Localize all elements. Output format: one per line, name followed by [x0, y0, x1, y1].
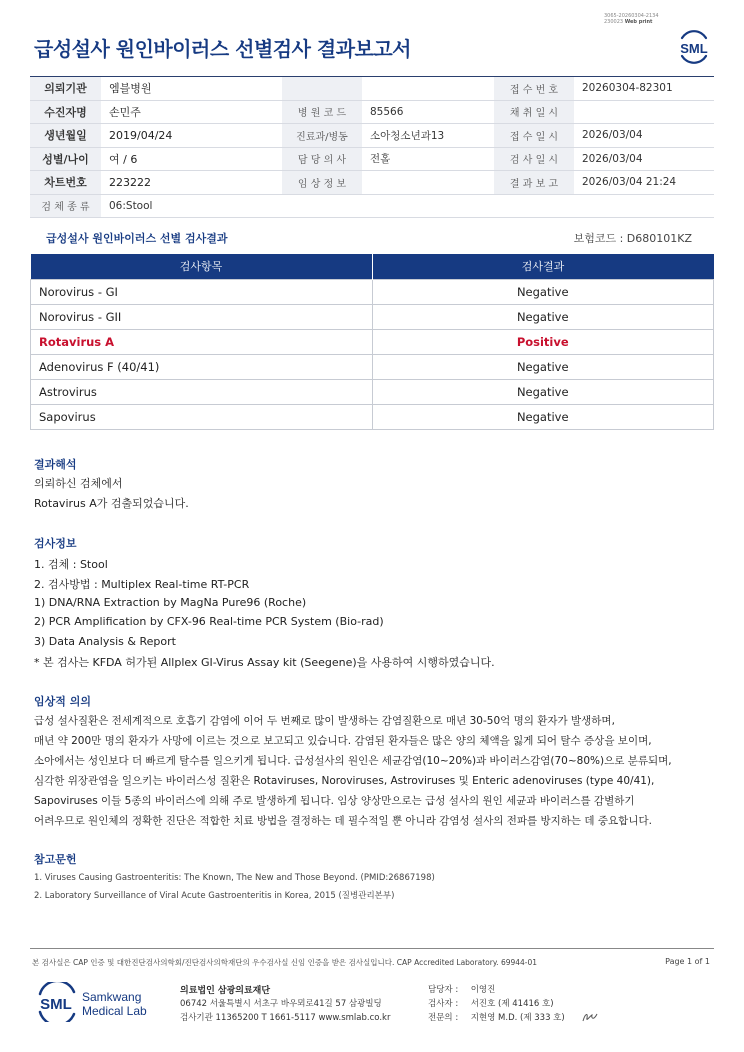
info-label: 수진자명	[30, 100, 101, 124]
clinical-line: 어려우므로 원인체의 정확한 진단은 적합한 치료 방법을 결정하는 데 필수적일 뿐 아니라 감염성 설사의 전파를 방지하는 데 중요합니다.	[34, 815, 652, 827]
test-info-line: * 본 검사는 KFDA 허가된 Allplex GI-Virus Assay kit (Seegene)을 사용하여 시행하였습니다.	[34, 656, 495, 669]
test-info-line: 2. 검사방법 : Multiplex Real-time RT-PCR	[34, 578, 250, 591]
test-info-title: 검사정보	[34, 537, 77, 550]
staff-row	[428, 983, 495, 995]
result-item: Astrovirus	[31, 379, 373, 404]
info-label: 검 사 일 시	[494, 147, 574, 171]
document-code-line2: 230023	[604, 19, 624, 25]
result-item: Rotavirus A	[31, 329, 373, 354]
info-label: 성별/나이	[30, 147, 101, 171]
logo-word-samkwang: Samkwang	[82, 990, 142, 1004]
reference-item: 2. Laboratory Surveillance of Viral Acute Gastroenteritis in Korea, 2015 (질병관리본부)	[34, 891, 395, 901]
test-info-line: 3) Data Analysis & Report	[34, 635, 176, 648]
info-label: 채 취 일 시	[494, 100, 574, 124]
info-label: 병 원 코 드	[282, 100, 362, 124]
specimen-value: 06:Stool	[101, 194, 714, 218]
clinical-line: 소아에서는 성인보다 더 빠르게 탈수를 일으키게 됩니다. 급성설사의 원인은 세균감염(10~20%)과 바이러스감염(70~80%)으로 분류되며,	[34, 755, 672, 767]
organization-address: 06742 서울특별시 서초구 바우뫼로41길 57 삼광빌딩	[180, 999, 382, 1009]
test-info-line: 1. 검체 : Stool	[34, 558, 108, 571]
result-value: Negative	[372, 354, 714, 379]
clinical-line: 급성 설사질환은 전세계적으로 호흡기 감염에 이어 두 번째로 많이 발생하는 감염질환으로 매년 30-50억 명의 환자가 발생하며,	[34, 715, 615, 727]
info-value: 전홀	[362, 147, 494, 171]
result-value: Negative	[372, 404, 714, 429]
report-title: 급성설사 원인바이러스 선별검사 결과보고서	[34, 37, 411, 61]
info-value: 손민주	[101, 100, 282, 124]
web-print-label: Web print	[624, 19, 653, 25]
staff-row	[428, 997, 554, 1009]
interpretation-line: 의뢰하신 검체에서	[34, 477, 123, 490]
info-value: 2026/03/04	[574, 147, 714, 171]
references-title: 참고문헌	[34, 853, 77, 866]
info-row	[30, 100, 714, 124]
staff-value: 이영진	[470, 985, 496, 995]
result-row	[31, 279, 714, 304]
info-value: 2026/03/04 21:24	[574, 171, 714, 195]
info-label: 담 당 의 사	[282, 147, 362, 171]
result-value: Negative	[372, 304, 714, 329]
info-value: 여 / 6	[101, 147, 282, 171]
staff-value: 서진호 (제 41416 호)	[470, 999, 554, 1009]
staff-label: 검사자 :	[428, 999, 459, 1009]
document-code-line1: 3065-20260304-2134	[604, 13, 659, 19]
result-item: Adenovirus F (40/41)	[31, 354, 373, 379]
info-value: 20260304-82301	[574, 77, 714, 101]
info-label: 접 수 일 시	[494, 124, 574, 148]
results-header-row	[31, 254, 714, 279]
result-section-title: 급성설사 원인바이러스 선별 검사결과	[46, 232, 228, 245]
staff-row	[428, 1011, 565, 1023]
result-value: Negative	[372, 279, 714, 304]
specimen-row	[30, 194, 714, 218]
result-row	[31, 404, 714, 429]
result-item: Norovirus - GII	[31, 304, 373, 329]
info-row	[30, 124, 714, 148]
header-test-result: 검사결과	[372, 254, 714, 279]
samkwang-logo-icon	[36, 982, 156, 1022]
clinical-line: 매년 약 200만 명의 환자가 사망에 이르는 것으로 보고되고 있습니다. 감염된 환자들은 많은 양의 체액을 잃게 되어 탈수 증상을 보이며,	[34, 735, 652, 747]
info-label: 진료과/병동	[282, 124, 362, 148]
info-value: 223222	[101, 171, 282, 195]
info-value	[362, 77, 494, 101]
result-row	[31, 354, 714, 379]
sml-logo-icon	[674, 26, 714, 66]
info-label: 생년월일	[30, 124, 101, 148]
results-table	[30, 254, 714, 430]
result-row	[31, 304, 714, 329]
result-row	[31, 379, 714, 404]
info-label: 결 과 보 고	[494, 171, 574, 195]
interpretation-line: Rotavirus A가 검출되었습니다.	[34, 497, 189, 510]
organization-contact: 검사기관 11365200 T 1661-5117 www.smlab.co.kr	[180, 1013, 391, 1023]
info-value: 2026/03/04	[574, 124, 714, 148]
info-label: 임 상 정 보	[282, 171, 362, 195]
header-test-item: 검사항목	[31, 254, 373, 279]
test-info-line: 2) PCR Amplification by CFX-96 Real-time PCR System (Bio-rad)	[34, 615, 384, 628]
interpretation-title: 결과해석	[34, 458, 77, 471]
sml-logo-text: SML	[680, 41, 708, 56]
patient-info-table	[30, 76, 714, 218]
logo-word-medical-lab: Medical Lab	[82, 1004, 147, 1018]
result-value: Positive	[372, 329, 714, 354]
info-value	[574, 100, 714, 124]
info-row	[30, 77, 714, 101]
insurance-code: 보험코드 : D680101KZ	[573, 232, 692, 245]
document-code	[604, 13, 659, 25]
info-row	[30, 147, 714, 171]
info-value: 85566	[362, 100, 494, 124]
info-value: 엠블병원	[101, 77, 282, 101]
accreditation-note: 본 검사실은 CAP 인증 및 대한진단검사의학회/진단검사의학재단의 우수검사실 신임 인증을 받은 검사실입니다. CAP Accredited Laboratory. 69944-01	[32, 958, 538, 967]
test-info-line: 1) DNA/RNA Extraction by MagNa Pure96 (Roche)	[34, 596, 307, 609]
specimen-label: 검 체 종 류	[30, 194, 101, 218]
result-item: Norovirus - GI	[31, 279, 373, 304]
clinical-line: Sapoviruses 이들 5종의 바이러스에 의해 주로 발생하게 됩니다. 임상 양상만으로는 급성 설사의 원인 세균과 바이러스를 감별하기	[34, 795, 635, 807]
info-row	[30, 171, 714, 195]
signature-icon	[580, 1006, 600, 1026]
info-value	[362, 171, 494, 195]
clinical-line: 심각한 위장관염을 일으키는 바이러스성 질환은 Rotaviruses, Noroviruses, Astroviruses 및 Enteric adenoviruses (type 40/41),	[34, 775, 655, 787]
organization-name: 의료법인 삼광의료재단	[180, 986, 271, 996]
info-label: 차트번호	[30, 171, 101, 195]
footer-logo-text: SML	[40, 996, 72, 1013]
info-label: 의뢰기관	[30, 77, 101, 101]
result-row	[31, 329, 714, 354]
info-label: 접 수 번 호	[494, 77, 574, 101]
page-number: Page 1 of 1	[665, 957, 710, 966]
info-value: 2019/04/24	[101, 124, 282, 148]
clinical-title: 임상적 의의	[34, 695, 91, 708]
reference-item: 1. Viruses Causing Gastroenteritis: The Known, The New and Those Beyond. (PMID:26867198)	[34, 873, 435, 883]
footer-divider	[30, 948, 714, 949]
info-label	[282, 77, 362, 101]
staff-label: 담당자 :	[428, 985, 459, 995]
staff-label: 전문의 :	[428, 1013, 459, 1023]
info-value: 소아청소년과13	[362, 124, 494, 148]
staff-value: 지현영 M.D. (제 333 호)	[470, 1013, 565, 1023]
result-item: Sapovirus	[31, 404, 373, 429]
result-value: Negative	[372, 379, 714, 404]
